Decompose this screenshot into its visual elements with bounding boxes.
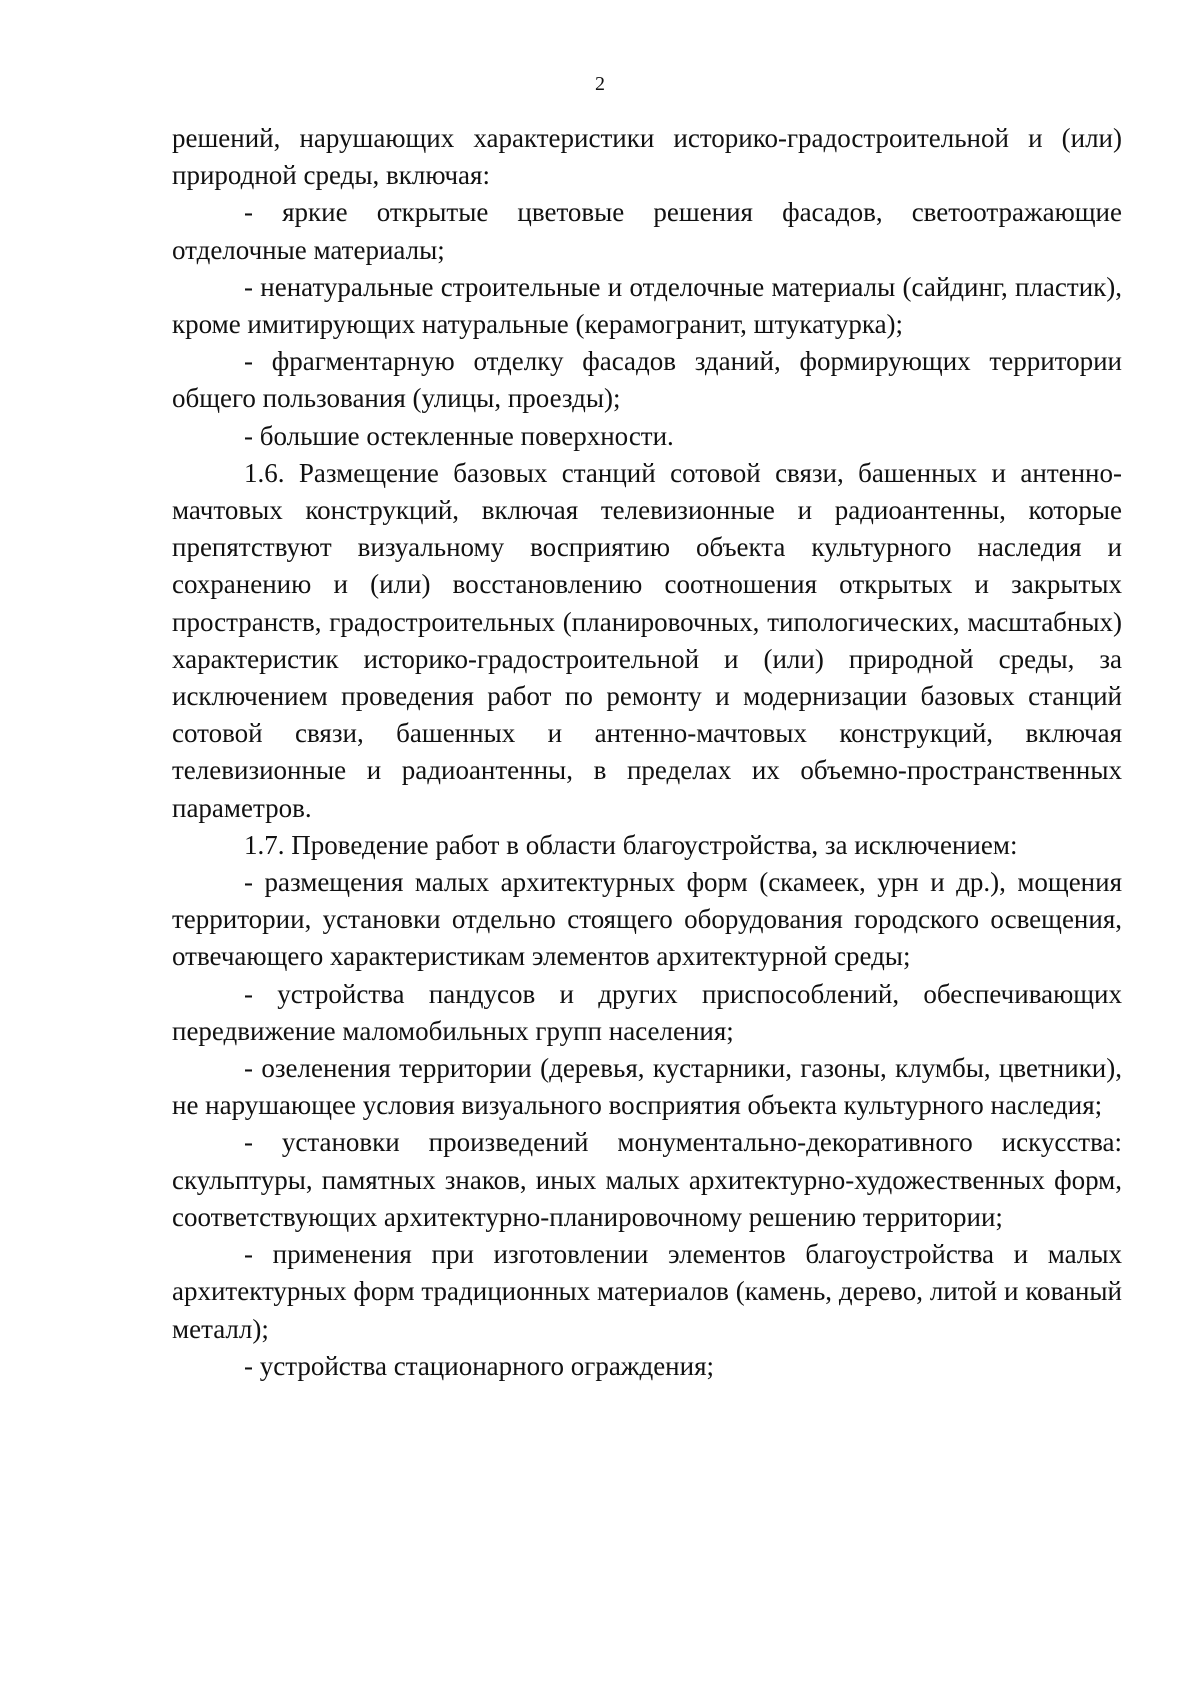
section-1-7: 1.7. Проведение работ в области благоустройства, за исключением:	[244, 829, 1018, 860]
list-item: - установки произведений монументально-декоративного искусства: скульптуры, памятных знаков, иных малых архитектурно-художественных форм, соответствующих архитектурно-планировочному решению территории;	[172, 1127, 1122, 1232]
list-item: - устройства стационарного ограждения;	[244, 1350, 714, 1381]
list-item: - большие остекленные поверхности.	[244, 420, 674, 451]
list-item: - устройства пандусов и других приспособлений, обеспечивающих передвижение маломобильных групп населения;	[172, 978, 1122, 1046]
list-item: - фрагментарную отделку фасадов зданий, формирующих территории общего пользования (улицы, проезды);	[172, 346, 1122, 414]
document-body	[172, 120, 1122, 1385]
list-item: - применения при изготовлении элементов благоустройства и малых архитектурных форм традиционных материалов (камень, дерево, литой и кованый металл);	[172, 1239, 1122, 1344]
list-item: - размещения малых архитектурных форм (скамеек, урн и др.), мощения территории, установки отдельно стоящего оборудования городского освещения, отвечающего характеристикам элементов архитектурной среды;	[172, 867, 1122, 972]
list-item: - ненатуральные строительные и отделочные материалы (сайдинг, пластик), кроме имитирующих натуральные (керамогранит, штукатурка);	[172, 271, 1122, 340]
section-1-6: 1.6. Размещение базовых станций сотовой связи, башенных и антенно-мачтовых конструкций, включая телевизионные и радиоантенны, которые препятствуют визуальному восприятию объекта культурного наследия и сохранению и (или) восстановлению соотношения открытых и закрытых пространств, градостроительных (планировочных, типологических, масштабных) характеристик историко-градостроительной и (или) природной среды, за исключением проведения работ по ремонту и модернизации базовых станций сотовой связи, башенных и антенно-мачтовых конструкций, включая телевизионные и радиоантенны, в пределах их объемно-пространственных параметров.	[172, 457, 1122, 823]
paragraph: решений, нарушающих характеристики историко-градостроительной и (или) природной среды, включая:	[172, 123, 1122, 191]
list-item: - яркие открытые цветовые решения фасадов, светоотражающие отделочные материалы;	[172, 197, 1122, 265]
page-number: 2	[595, 73, 605, 95]
list-item: - озеленения территории (деревья, кустарники, газоны, клумбы, цветники), не нарушающее условия визуального восприятия объекта культурного наследия;	[172, 1053, 1122, 1121]
